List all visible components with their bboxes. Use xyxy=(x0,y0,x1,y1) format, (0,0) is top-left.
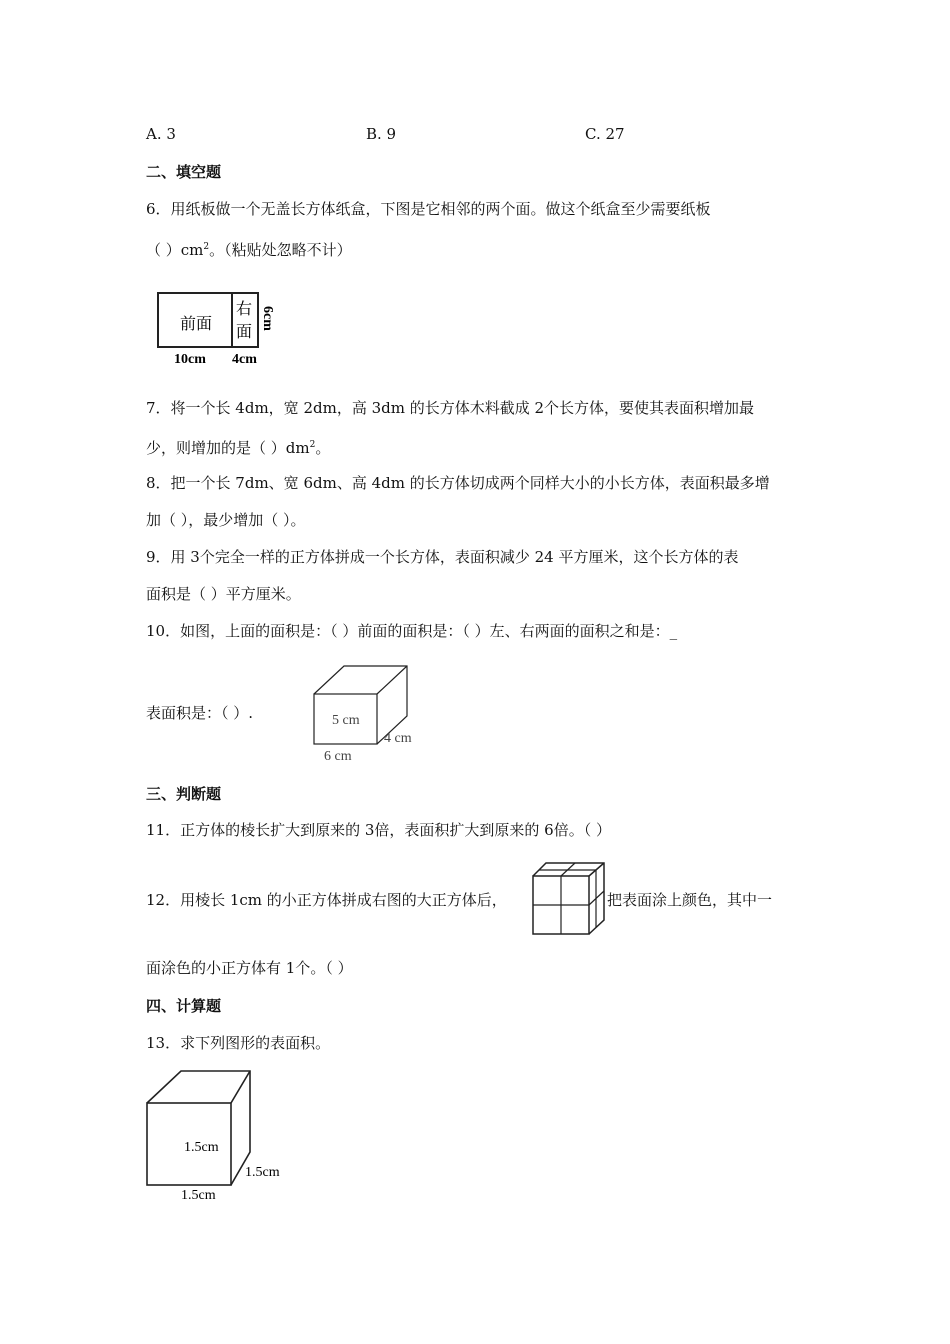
q10-line2: 表面积是：（ ）. xyxy=(146,704,254,722)
q6-front-label: 前面 xyxy=(180,316,213,333)
q6-len2-label: 4cm xyxy=(232,352,257,367)
q9-line1: 9．用 3个完全一样的正方体拼成一个长方体，表面积减少 24 平方厘米，这个长方体的表 xyxy=(146,548,739,566)
q6-line2: （ ）$cm^2$。（粘贴处忽略不计） xyxy=(146,241,352,259)
q13-width-label: 1.5cm xyxy=(181,1188,216,1203)
q10-depth-label: 4 cm xyxy=(384,731,412,746)
q12-part2: 把表面涂上颜色，其中一 xyxy=(607,891,773,909)
q8-line1: 8．把一个长 7dm、宽 6dm、高 4dm 的长方体切成两个同样大小的小长方体，表面积最多增 xyxy=(146,474,770,492)
q10-front-label: 5 cm xyxy=(332,713,360,728)
q6-right-bottom-label: 面 xyxy=(236,324,253,341)
q12-line2: 面涂色的小正方体有 1个。（ ） xyxy=(146,959,353,977)
q6-right-top-label: 右 xyxy=(236,301,253,318)
q10-cuboid-figure xyxy=(308,662,428,766)
q11-text: 11．正方体的棱长扩大到原来的 3倍，表面积扩大到原来的 6倍。（ ） xyxy=(146,821,611,839)
q8-line2: 加（ ），最少增加（ ）。 xyxy=(146,511,306,529)
q7-line2: 少，则增加的是（ ）$dm^2$。 xyxy=(146,439,331,457)
q9-line2: 面积是（ ）平方厘米。 xyxy=(146,585,301,603)
section-title-calculation: 四、计算题 xyxy=(146,997,222,1015)
q13-depth-label: 1.5cm xyxy=(245,1165,280,1180)
q6-height-label: 6cm xyxy=(260,306,275,331)
q13-cube-figure xyxy=(144,1068,294,1208)
q12-cube-figure xyxy=(530,860,610,938)
q7-line1: 7．将一个长 4dm，宽 2dm，高 3dm 的长方体木料截成 2个长方体，要使其表面积增加最 xyxy=(146,399,755,417)
option-c: C. 27 xyxy=(585,125,625,143)
q6-len1-label: 10cm xyxy=(174,352,206,367)
q13-text: 13．求下列图形的表面积。 xyxy=(146,1034,331,1052)
section-title-fill-blank: 二、填空题 xyxy=(146,163,222,181)
option-a: A. 3 xyxy=(146,125,176,143)
q6-figure xyxy=(150,288,290,368)
q6-line1: 6．用纸板做一个无盖长方体纸盒，下图是它相邻的两个面。做这个纸盒至少需要纸板 xyxy=(146,200,711,218)
q10-width-label: 6 cm xyxy=(324,749,352,764)
q12-part1: 12．用棱长 1cm 的小正方体拼成右图的大正方体后， xyxy=(146,891,507,909)
q13-height-label: 1.5cm xyxy=(184,1140,219,1155)
option-b: B. 9 xyxy=(366,125,397,143)
section-title-true-false: 三、判断题 xyxy=(146,785,222,803)
q10-line1: 10．如图，上面的面积是：（ ）前面的面积是：（ ）左、右两面的面积之和是：_ xyxy=(146,622,678,640)
